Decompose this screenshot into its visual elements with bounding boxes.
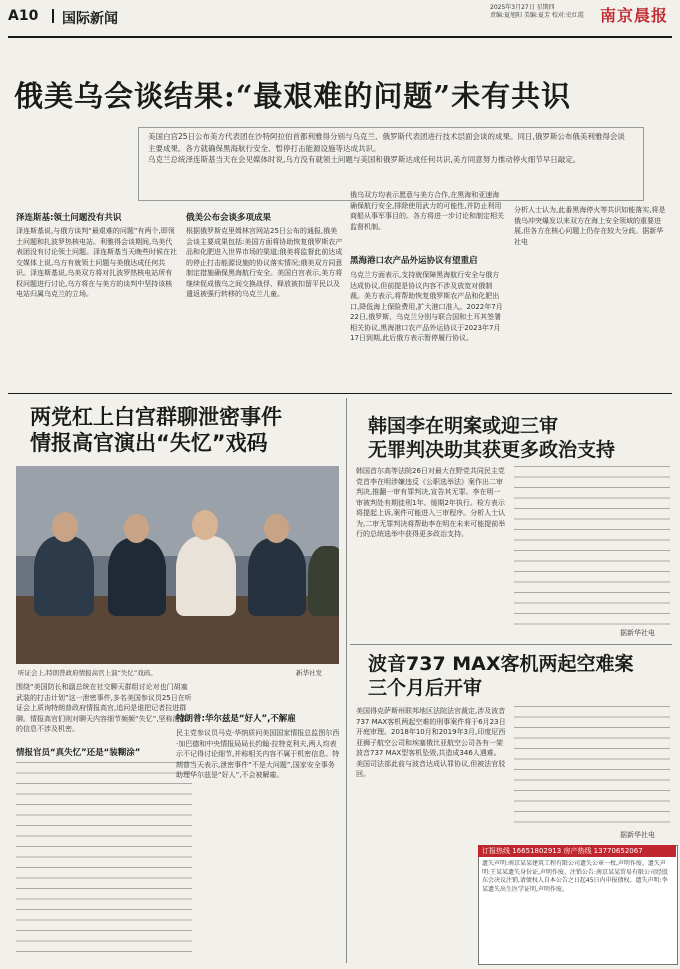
hearing-photo — [16, 466, 339, 664]
boeing-headline — [368, 652, 668, 700]
boeing-body-col2 — [514, 706, 670, 830]
korea-credit: 据新华社电 — [620, 629, 655, 637]
person-3-head — [192, 510, 218, 540]
main-headline: 俄美乌会谈结果:“最艰难的问题”未有共识 — [14, 79, 572, 113]
person-1 — [34, 536, 94, 616]
header-rule — [8, 36, 672, 38]
editors-line: 责编:夏旭阳 美编:夏芳 校对:史红霞 — [490, 12, 584, 19]
ad-hotline-bar: 订报热线 16651802913 房产热线 13770652067 — [478, 845, 676, 857]
boeing-headline-line-1: 波音737 MAX客机两起空难案 — [368, 653, 634, 675]
page-number: A10 — [8, 8, 39, 24]
subhead-black-sea: 黑海港口农产品外运协议有望重启 — [350, 256, 478, 266]
korea-headline — [368, 414, 668, 462]
photo-caption: 听证会上,特朗普政府情报高官上演“失忆”戏码。 — [18, 669, 157, 677]
person-4-head — [264, 514, 289, 543]
subhead-results: 俄美公布会谈多项成果 — [186, 213, 272, 223]
left-headline — [30, 404, 340, 456]
left-column-text — [16, 762, 192, 957]
person-5 — [308, 546, 339, 616]
boeing-headline-line-2: 三个月后开审 — [368, 677, 483, 699]
person-4 — [248, 538, 306, 616]
main-column-1: 泽连斯基说,与俄方谈判“最艰难的问题”有两个,即领土问题和扎波罗热核电站。利雅得会谈期间,乌美代表团没有讨论领土问题。泽连斯基当天晚些时候在社交媒体上说,乌方有就领土问题与美俄达成任何共识。泽连斯基说,乌美双方将对扎波罗热核电站所有权问题进行讨论,乌方将在与美方的谈判中坚持该核电站归属乌克兰的立场。 — [16, 227, 177, 298]
korea-body: 韩国首尔高等法院26日对最大在野党共同民主党党首李在明涉嫌违反《公职选举法》案作出二审判决,推翻一审有罪判决,宣告其无罪。李在明一审被判处有期徒刑1年、缓期2年执行。检方表示将提起上诉,案件可能进入三审程序。分析人士认为,二审无罪判决将帮助李在明在未来可能提前举行的总统选举中获得更多政治支持。 — [356, 467, 506, 538]
left-body: 围绕“美国防长和副总统在社交聊天群组讨论对也门胡塞武装的打击计划”这一泄密事件,多名美国参议员25日在听证会上质询特朗普政府情报高官,追问是谁把记者拉进群聊。情报高官们则对聊天内容细节频频“失忆”,坚称泄露的信息不涉及机密。 — [16, 683, 192, 733]
subhead-territory: 泽连斯基:领土问题没有共识 — [16, 213, 122, 223]
korea-headline-line-2: 无罪判决助其获更多政治支持 — [368, 439, 616, 461]
photo-credit: 新华社发 — [296, 669, 322, 677]
issue-date: 2025年3月27日 星期四 — [490, 4, 555, 11]
person-3 — [176, 536, 236, 616]
newspaper-logo: 南京晨报 — [600, 6, 669, 25]
page-header — [0, 0, 680, 38]
person-2 — [108, 538, 166, 616]
left-subhead-1: 情报官员“真失忆”还是“装糊涂” — [16, 748, 141, 758]
korea-body-col2 — [514, 466, 670, 626]
person-2-head — [124, 514, 149, 543]
korea-headline-line-1: 韩国李在明案或迎三审 — [368, 415, 559, 437]
ad-notices: 遗失声明:南京某某建筑工程有限公司遗失公章一枚,声明作废。遗失声明:王某某遗失身份证,声明作废。注销公告:南京某某贸易有限公司经股东会决议注销,请债权人自本公告之日起45日内申报债权。遗失声明:李某遗失出生医学证明,声明作废。 — [482, 860, 668, 893]
column-divider — [346, 398, 347, 963]
main-column-4: 乌克兰方面表示,支持就保障黑海航行安全与俄方达成协议,但前提是协议内容不涉及放宽对俄制裁。美方表示,将帮助恢复俄罗斯农产品和化肥出口,降低海上保险费用,扩大港口准入。2022年7月22日,俄罗斯、乌克兰分别与联合国和土耳其签署相关协议,黑海港口农产品外运协议于2023年7月17日到期,此后俄方表示暂停履行协议。 — [350, 271, 503, 342]
left-subhead-2: 特朗普:华尔兹是“好人”,不解雇 — [176, 714, 296, 724]
header-divider — [52, 9, 54, 23]
boeing-body: 美国得克萨斯州联邦地区法院法官裁定,涉及波音737 MAX客机两起空难的刑事案件将于6月23日开庭审理。2018年10月和2019年3月,印度尼西亚狮子航空公司和埃塞俄比亚航空公司各有一架波音737 MAX型客机坠毁,共造成346人遇难。美国司法部此前与波音达成认罪协议,但被法官驳回。 — [356, 707, 506, 778]
lead-paragraph-1: 美国白宫25日公布美方代表团在沙特阿拉伯首都利雅得分别与乌克兰、俄罗斯代表团进行技术层面会谈的成果。同日,俄罗斯公布俄美利雅得会谈主要成果。各方就确保黑海航行安全、暂停打击能源设施等达成共识。 — [148, 132, 625, 153]
section-divider — [8, 393, 672, 394]
main-column-3: 俄乌双方均表示愿意与美方合作,在黑海和亚速海确保航行安全,排除使用武力的可能性,并防止利用商船从事军事目的。各方将进一步讨论和制定相关监督机制。 — [350, 191, 504, 231]
left-body-2: 民主党参议员马克·华纳质问美国国家情报总监图尔西·加巴德和中央情报局局长约翰·拉特克利夫,两人均表示不记得讨论细节,并称相关内容不属于机密信息。特朗普当天表示,泄密事件“不是大问题”,国家安全事务助理华尔兹是“好人”,不会被解雇。 — [176, 729, 340, 779]
section-title: 国际新闻 — [62, 11, 118, 27]
boeing-credit: 据新华社电 — [620, 831, 655, 839]
header-meta — [490, 4, 584, 20]
lead-text — [148, 131, 632, 166]
person-1-head — [52, 512, 78, 542]
left-headline-line-2: 情报高官演出“失忆”戏码 — [30, 431, 268, 455]
right-divider — [350, 644, 672, 645]
main-column-2: 根据俄罗斯克里姆林宫网站25日公布的通报,俄美会谈主要成果包括:美国方面将协助恢复俄罗斯农产品和化肥进入世界市场的渠道;俄美将监督此前达成的停止打击能源设施的协议落实情况;俄美双方同意制定措施确保黑海航行安全。美国白宫表示,美方将继续促成俄乌之间交换战俘、释放被扣留平民以及遣返被强行转移的乌克兰儿童。 — [186, 227, 343, 298]
lead-paragraph-2: 乌克兰总统泽连斯基当天在会见媒体时说,乌方没有就领土问题与美国和俄罗斯达成任何共识,美方同意努力推动停火细节早日敲定。 — [148, 155, 581, 164]
left-headline-line-1: 两党杠上白宫群聊泄密事件 — [30, 405, 282, 429]
main-column-5: 分析人士认为,此番黑海停火等共识如能落实,将是俄乌冲突爆发以来双方在海上安全领域的重要进展,但各方在核心问题上仍存在较大分歧。据新华社电 — [514, 206, 666, 246]
